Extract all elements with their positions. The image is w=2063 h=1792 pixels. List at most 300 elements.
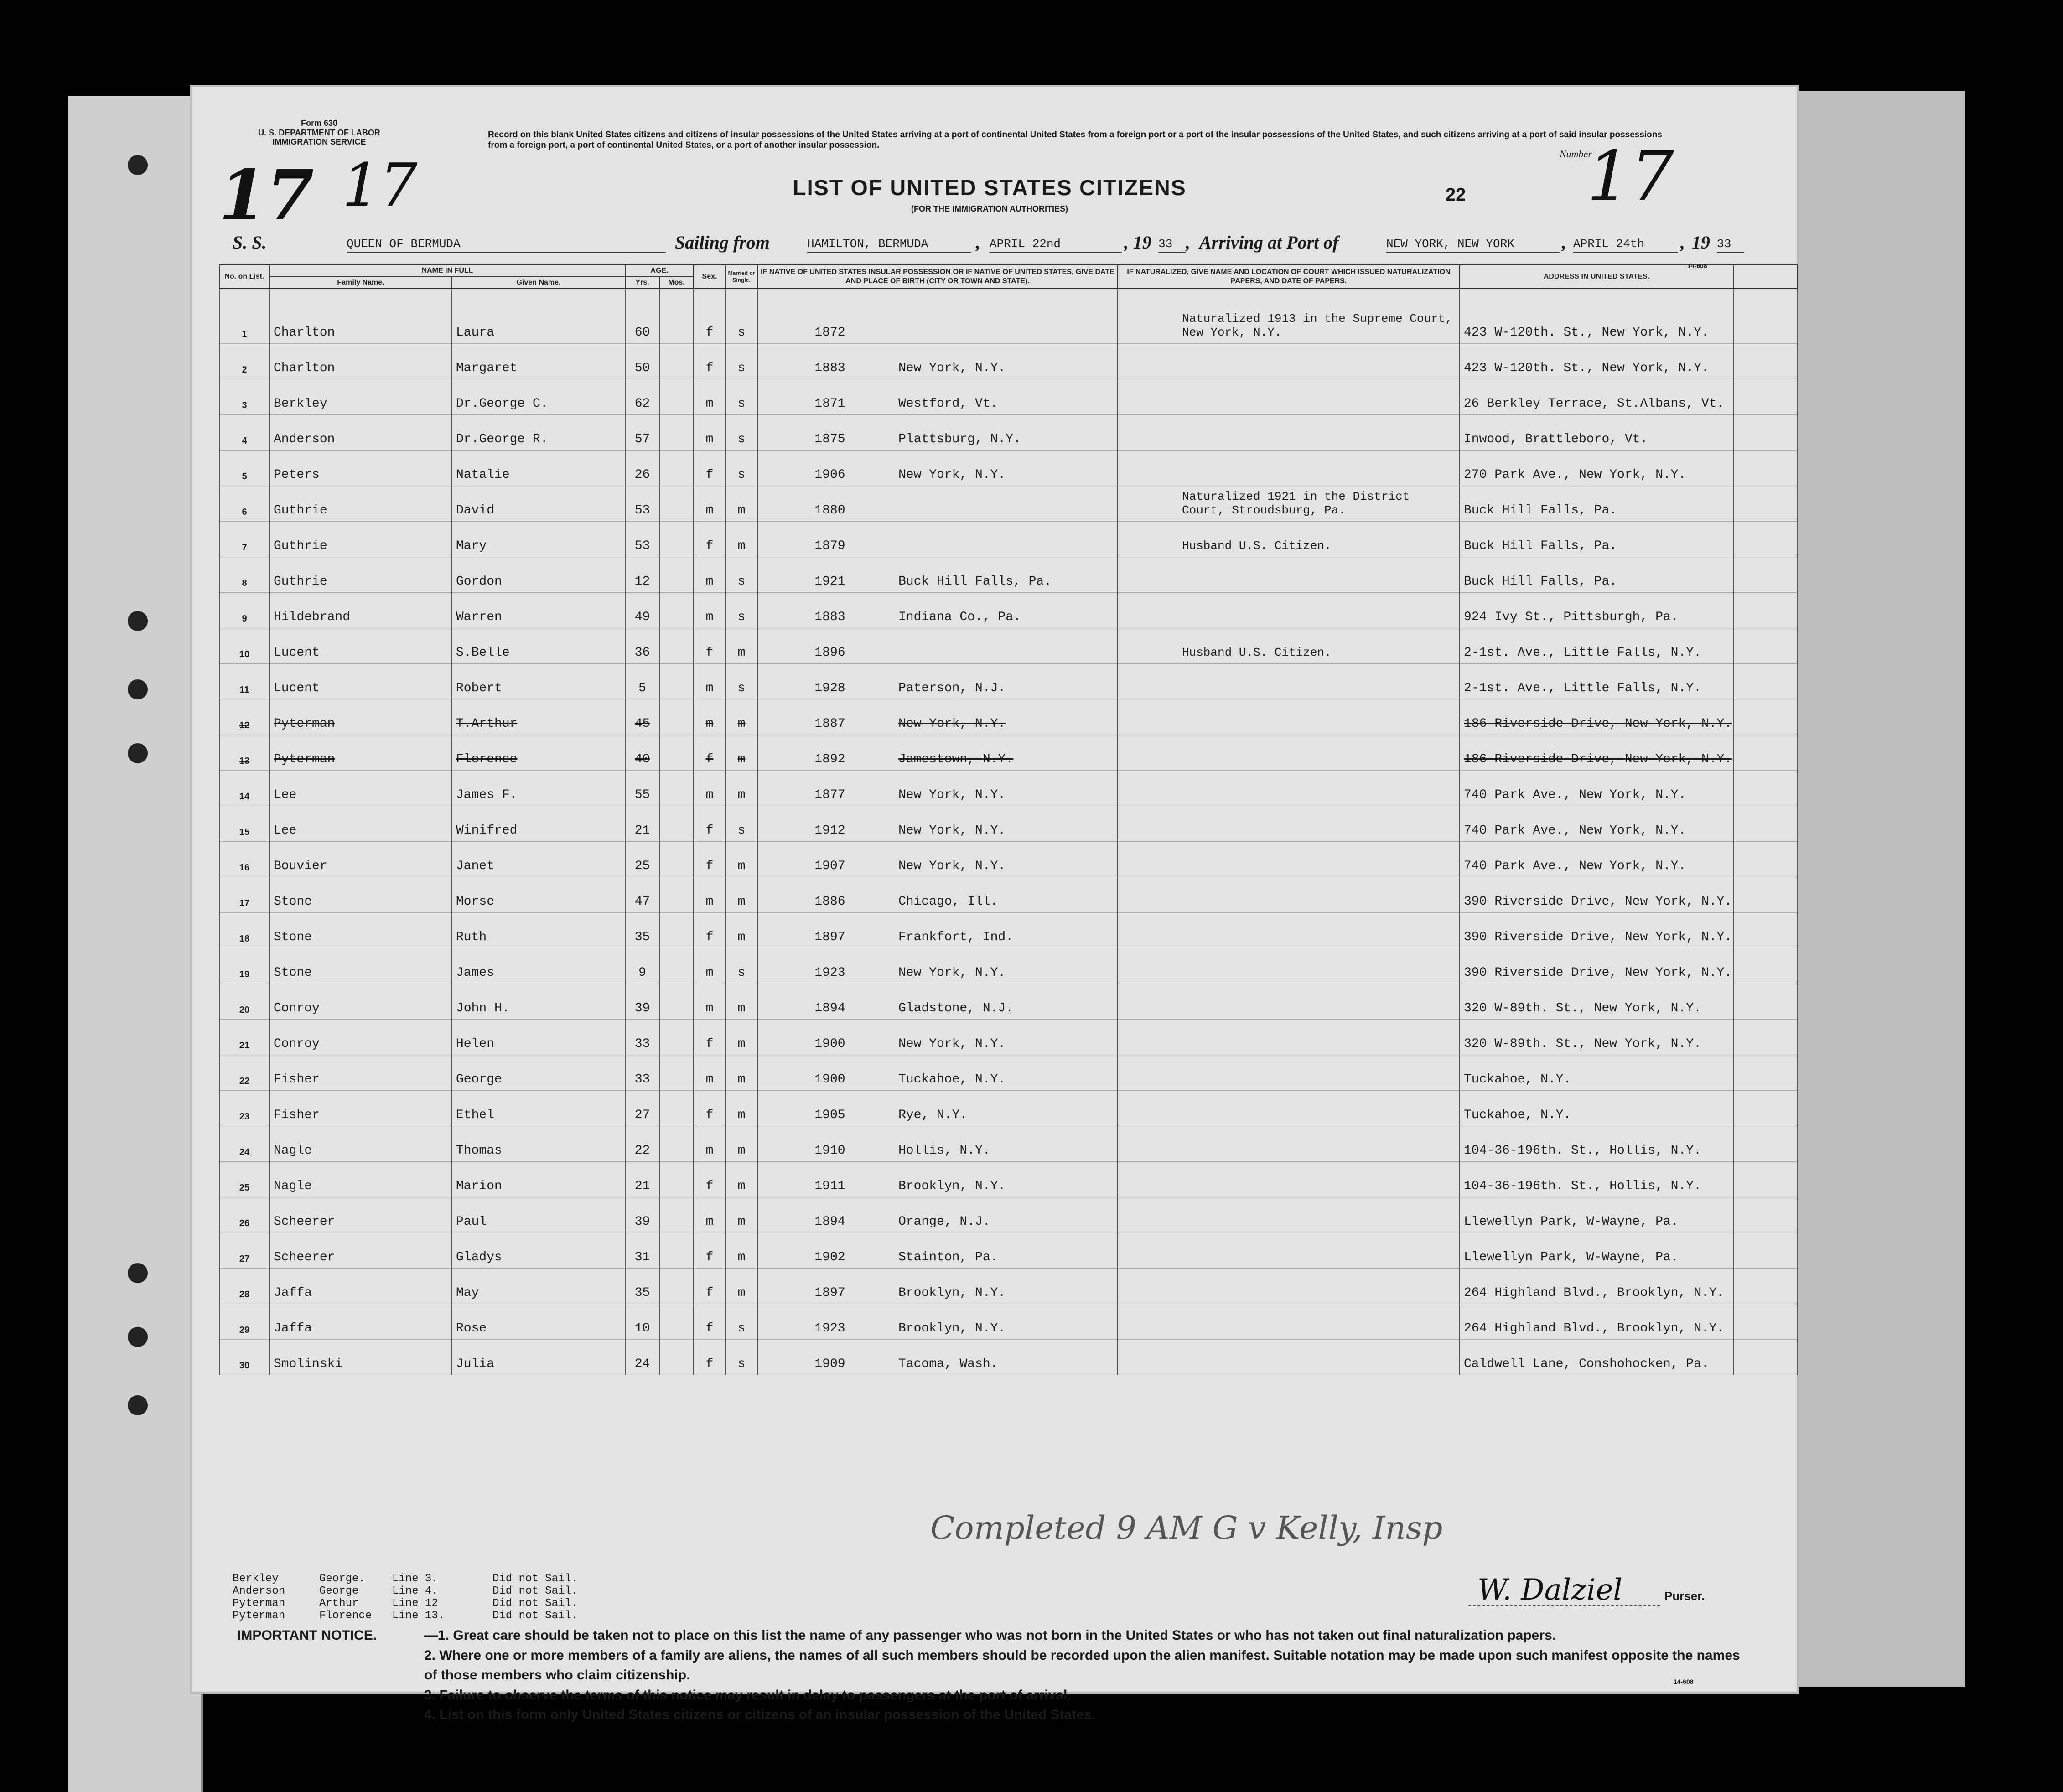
marital-status: m bbox=[726, 628, 757, 663]
col-header-age: AGE. bbox=[625, 265, 694, 277]
blank-cell bbox=[1733, 521, 1797, 557]
sex: m bbox=[694, 1126, 726, 1161]
sex: m bbox=[694, 414, 726, 450]
birth-place: Tacoma, Wash. bbox=[898, 1357, 998, 1371]
blank-cell bbox=[1733, 628, 1797, 663]
blank-cell bbox=[1733, 1339, 1797, 1375]
col-header-sex: Sex. bbox=[694, 265, 726, 289]
given-name: Dr.George C. bbox=[452, 379, 625, 414]
row-number: 14 bbox=[219, 770, 270, 806]
passenger-rows bbox=[219, 289, 1797, 1375]
age-years: 31 bbox=[625, 1233, 659, 1268]
birth-year: 1897 bbox=[814, 930, 845, 944]
naturalization bbox=[1118, 1339, 1460, 1375]
table-row bbox=[219, 984, 1797, 1019]
departure-year: 33 bbox=[1158, 237, 1186, 253]
address: 264 Highland Blvd., Brooklyn, N.Y. bbox=[1460, 1304, 1733, 1339]
age-years: 21 bbox=[625, 1161, 659, 1197]
blank-cell bbox=[1733, 948, 1797, 984]
marital-status: s bbox=[726, 450, 757, 486]
sex: f bbox=[694, 1019, 726, 1055]
blank-cell bbox=[1733, 877, 1797, 912]
birth-info bbox=[757, 1304, 1118, 1339]
completed-note: Completed 9 AM G v Kelly, Insp bbox=[930, 1509, 1443, 1547]
birth-year: 1883 bbox=[814, 361, 845, 375]
address: 2-1st. Ave., Little Falls, N.Y. bbox=[1460, 663, 1733, 699]
binder-hole bbox=[128, 1263, 148, 1283]
family-name: Lee bbox=[270, 806, 452, 841]
blank-cell bbox=[1733, 912, 1797, 948]
birth-year: 1912 bbox=[814, 823, 845, 838]
address: Inwood, Brattleboro, Vt. bbox=[1460, 414, 1733, 450]
address: 740 Park Ave., New York, N.Y. bbox=[1460, 841, 1733, 877]
birth-info bbox=[757, 735, 1118, 770]
binder-hole bbox=[128, 679, 148, 699]
notice-item bbox=[237, 1685, 1751, 1705]
family-name: Stone bbox=[270, 912, 452, 948]
blank-cell bbox=[1733, 1233, 1797, 1268]
birth-info bbox=[757, 592, 1118, 628]
address: 390 Riverside Drive, New York, N.Y. bbox=[1460, 912, 1733, 948]
departure-year-prefix: 19 bbox=[1133, 232, 1151, 253]
sex: f bbox=[694, 806, 726, 841]
table-row bbox=[219, 414, 1797, 450]
ss-label: S. S. bbox=[233, 232, 267, 253]
naturalization bbox=[1118, 343, 1460, 379]
birth-year: 1900 bbox=[814, 1036, 845, 1051]
marital-status: m bbox=[726, 912, 757, 948]
table-row bbox=[219, 770, 1797, 806]
age-months bbox=[659, 1233, 694, 1268]
birth-info bbox=[757, 379, 1118, 414]
sex: m bbox=[694, 1055, 726, 1090]
birth-place: Westford, Vt. bbox=[898, 396, 998, 411]
row-number: 8 bbox=[219, 557, 270, 592]
handwritten-page-number-left: 17 bbox=[219, 155, 314, 235]
age-years: 39 bbox=[625, 1197, 659, 1233]
address: Tuckahoe, N.Y. bbox=[1460, 1090, 1733, 1126]
family-name: Hildebrand bbox=[270, 592, 452, 628]
age-years: 45 bbox=[625, 699, 659, 735]
family-name: Pyterman bbox=[270, 735, 452, 770]
birth-place: New York, N.Y. bbox=[898, 823, 1006, 838]
naturalization bbox=[1118, 699, 1460, 735]
table-row bbox=[219, 877, 1797, 912]
notice-indent bbox=[237, 1705, 424, 1725]
record-instructions: Record on this blank United States citizens and citizens of insular possessions of the United States arriving at a port of continental United States from a foreign port or a port of the insular possessions of the United States, and such citizens arriving at a port of said insular possessions from a foreign port, a port of continental United States, or a port of another insular possession. bbox=[488, 130, 1662, 150]
notice-item-3: 3. Failure to observe the terms of this notice may result in delay to passengers at the port of arrival. bbox=[424, 1687, 1071, 1703]
age-years: 53 bbox=[625, 521, 659, 557]
blank-cell bbox=[1733, 1090, 1797, 1126]
row-number: 3 bbox=[219, 379, 270, 414]
given-name: Julia bbox=[452, 1339, 625, 1375]
row-number: 7 bbox=[219, 521, 270, 557]
given-name: Margaret bbox=[452, 343, 625, 379]
binder-hole bbox=[128, 743, 148, 763]
naturalization bbox=[1118, 806, 1460, 841]
age-years: 49 bbox=[625, 592, 659, 628]
form-code: 14-608 bbox=[1687, 262, 1707, 269]
birth-place: Rye, N.Y. bbox=[898, 1108, 968, 1122]
address: 924 Ivy St., Pittsburgh, Pa. bbox=[1460, 592, 1733, 628]
marital-status: m bbox=[726, 521, 757, 557]
blank-cell bbox=[1733, 1019, 1797, 1055]
age-months bbox=[659, 877, 694, 912]
sex: f bbox=[694, 912, 726, 948]
marital-status: s bbox=[726, 289, 757, 343]
row-number: 27 bbox=[219, 1233, 270, 1268]
naturalization bbox=[1118, 735, 1460, 770]
birth-place: Frankfort, Ind. bbox=[898, 930, 1014, 944]
birth-info bbox=[757, 1019, 1118, 1055]
birth-place: Plattsburg, N.Y. bbox=[898, 432, 1021, 446]
did-not-sail-line: Line 3. bbox=[392, 1573, 438, 1585]
birth-year: 1905 bbox=[814, 1108, 845, 1122]
family-name: Berkley bbox=[270, 379, 452, 414]
sex: m bbox=[694, 699, 726, 735]
given-name: Dr.George R. bbox=[452, 414, 625, 450]
sailing-from-label: Sailing from bbox=[675, 232, 770, 253]
arrival-year-prefix: 19 bbox=[1692, 232, 1710, 253]
naturalization bbox=[1118, 1055, 1460, 1090]
birth-year: 1902 bbox=[814, 1250, 845, 1264]
given-name: Warren bbox=[452, 592, 625, 628]
birth-place: New York, N.Y. bbox=[898, 965, 1006, 980]
given-name: Rose bbox=[452, 1304, 625, 1339]
given-name: George bbox=[452, 1055, 625, 1090]
purser-signature: W. Dalziel bbox=[1477, 1573, 1622, 1607]
age-years: 47 bbox=[625, 877, 659, 912]
binder-left-page bbox=[68, 96, 203, 1792]
marital-status: m bbox=[726, 770, 757, 806]
age-months bbox=[659, 628, 694, 663]
birth-year: 1923 bbox=[814, 965, 845, 980]
naturalization bbox=[1118, 770, 1460, 806]
naturalization bbox=[1118, 984, 1460, 1019]
naturalization: Naturalized 1921 in the District Court, Stroudsburg, Pa. bbox=[1118, 486, 1460, 521]
did-not-sail-entry bbox=[233, 1598, 780, 1610]
naturalization bbox=[1118, 912, 1460, 948]
address: 320 W-89th. St., New York, N.Y. bbox=[1460, 984, 1733, 1019]
birth-info bbox=[757, 343, 1118, 379]
age-months bbox=[659, 841, 694, 877]
blank-cell bbox=[1733, 1197, 1797, 1233]
table-row bbox=[219, 1055, 1797, 1090]
sex: m bbox=[694, 486, 726, 521]
birth-info bbox=[757, 912, 1118, 948]
sex: f bbox=[694, 1304, 726, 1339]
family-name: Stone bbox=[270, 948, 452, 984]
birth-info bbox=[757, 1055, 1118, 1090]
address: 390 Riverside Drive, New York, N.Y. bbox=[1460, 948, 1733, 984]
family-name: Guthrie bbox=[270, 521, 452, 557]
row-number: 12 bbox=[219, 699, 270, 735]
family-name: Bouvier bbox=[270, 841, 452, 877]
marital-status: m bbox=[726, 735, 757, 770]
form-number: Form 630 bbox=[301, 119, 338, 128]
naturalization bbox=[1118, 414, 1460, 450]
blank-cell bbox=[1733, 770, 1797, 806]
blank-cell bbox=[1733, 1304, 1797, 1339]
col-header-years: Yrs. bbox=[625, 277, 659, 289]
given-name: Helen bbox=[452, 1019, 625, 1055]
sex: f bbox=[694, 1233, 726, 1268]
birth-info bbox=[757, 663, 1118, 699]
naturalization bbox=[1118, 379, 1460, 414]
birth-year: 1883 bbox=[814, 610, 845, 624]
notice-indent bbox=[237, 1646, 424, 1685]
address: Tuckahoe, N.Y. bbox=[1460, 1055, 1733, 1090]
table-row bbox=[219, 841, 1797, 877]
sex: f bbox=[694, 735, 726, 770]
did-not-sail-line: Line 13. bbox=[392, 1609, 445, 1622]
family-name: Smolinski bbox=[270, 1339, 452, 1375]
family-name: Jaffa bbox=[270, 1304, 452, 1339]
age-years: 26 bbox=[625, 450, 659, 486]
birth-year: 1892 bbox=[814, 752, 845, 767]
age-months bbox=[659, 1126, 694, 1161]
table-row bbox=[219, 1304, 1797, 1339]
sex: m bbox=[694, 984, 726, 1019]
blank-cell bbox=[1733, 289, 1797, 343]
table-row bbox=[219, 1268, 1797, 1304]
naturalization bbox=[1118, 557, 1460, 592]
birth-year: 1896 bbox=[814, 645, 845, 660]
age-months bbox=[659, 1090, 694, 1126]
birth-info bbox=[757, 984, 1118, 1019]
address: Caldwell Lane, Conshohocken, Pa. bbox=[1460, 1339, 1733, 1375]
marital-status: s bbox=[726, 343, 757, 379]
page-title: LIST OF UNITED STATES CITIZENS bbox=[793, 176, 1187, 200]
birth-place: Hollis, N.Y. bbox=[898, 1143, 990, 1158]
birth-info bbox=[757, 1161, 1118, 1197]
table-row bbox=[219, 1126, 1797, 1161]
comma: , bbox=[1680, 232, 1685, 253]
marital-status: m bbox=[726, 1268, 757, 1304]
notice-item-2: 2. Where one or more members of a family are aliens, the names of all such members should be recorded upon the alien manifest. Suitable notation may be made upon such manifest opposite the names of those members who claim citizenship. bbox=[424, 1647, 1740, 1683]
family-name: Lee bbox=[270, 770, 452, 806]
sex: m bbox=[694, 877, 726, 912]
table-row bbox=[219, 735, 1797, 770]
notice-item bbox=[237, 1626, 1751, 1646]
birth-place: Chicago, Ill. bbox=[898, 894, 998, 909]
binder-hole bbox=[128, 1327, 148, 1347]
age-years: 33 bbox=[625, 1055, 659, 1090]
age-years: 40 bbox=[625, 735, 659, 770]
family-name: Lucent bbox=[270, 628, 452, 663]
given-name: James F. bbox=[452, 770, 625, 806]
given-name: David bbox=[452, 486, 625, 521]
table-row bbox=[219, 912, 1797, 948]
birth-year: 1921 bbox=[814, 574, 845, 589]
sex: m bbox=[694, 557, 726, 592]
age-years: 35 bbox=[625, 912, 659, 948]
birth-info bbox=[757, 806, 1118, 841]
family-name: Pyterman bbox=[270, 699, 452, 735]
address: 423 W-120th. St., New York, N.Y. bbox=[1460, 343, 1733, 379]
age-years: 12 bbox=[625, 557, 659, 592]
department-name: U. S. DEPARTMENT OF LABOR bbox=[258, 128, 380, 137]
did-not-sail-line: Line 12 bbox=[392, 1597, 438, 1610]
birth-info bbox=[757, 521, 1118, 557]
number-label: Number bbox=[1560, 148, 1592, 160]
naturalization bbox=[1118, 1233, 1460, 1268]
departure-port: HAMILTON, BERMUDA bbox=[807, 237, 971, 253]
given-name: Janet bbox=[452, 841, 625, 877]
age-months bbox=[659, 984, 694, 1019]
address: 264 Highland Blvd., Brooklyn, N.Y. bbox=[1460, 1268, 1733, 1304]
row-number: 4 bbox=[219, 414, 270, 450]
given-name: Natalie bbox=[452, 450, 625, 486]
family-name: Fisher bbox=[270, 1055, 452, 1090]
birth-info bbox=[757, 1126, 1118, 1161]
age-months bbox=[659, 1268, 694, 1304]
age-years: 21 bbox=[625, 806, 659, 841]
age-years: 36 bbox=[625, 628, 659, 663]
age-months bbox=[659, 1019, 694, 1055]
table-row bbox=[219, 699, 1797, 735]
birth-place: Brooklyn, N.Y. bbox=[898, 1179, 1006, 1193]
address: Buck Hill Falls, Pa. bbox=[1460, 557, 1733, 592]
table-row bbox=[219, 521, 1797, 557]
birth-year: 1900 bbox=[814, 1072, 845, 1087]
sex: m bbox=[694, 663, 726, 699]
blank-cell bbox=[1733, 1055, 1797, 1090]
age-years: 25 bbox=[625, 841, 659, 877]
address: 104-36-196th. St., Hollis, N.Y. bbox=[1460, 1161, 1733, 1197]
given-name: S.Belle bbox=[452, 628, 625, 663]
address: 320 W-89th. St., New York, N.Y. bbox=[1460, 1019, 1733, 1055]
family-name: Jaffa bbox=[270, 1268, 452, 1304]
address: 740 Park Ave., New York, N.Y. bbox=[1460, 770, 1733, 806]
col-header-family-name: Family Name. bbox=[270, 277, 452, 289]
family-name: Scheerer bbox=[270, 1197, 452, 1233]
age-years: 33 bbox=[625, 1019, 659, 1055]
did-not-sail-given: Arthur bbox=[319, 1597, 359, 1610]
address: 26 Berkley Terrace, St.Albans, Vt. bbox=[1460, 379, 1733, 414]
age-years: 57 bbox=[625, 414, 659, 450]
given-name: Gladys bbox=[452, 1233, 625, 1268]
table-row bbox=[219, 663, 1797, 699]
table-row bbox=[219, 557, 1797, 592]
age-months bbox=[659, 735, 694, 770]
col-header-naturalized: IF NATURALIZED, GIVE NAME AND LOCATION OF COURT WHICH ISSUED NATURALIZATION PAPERS, AND DATE OF PAPERS. bbox=[1118, 265, 1460, 289]
arrival-year: 33 bbox=[1717, 237, 1744, 253]
birth-year: 1880 bbox=[814, 503, 845, 518]
birth-year: 1897 bbox=[814, 1285, 845, 1300]
age-months bbox=[659, 770, 694, 806]
sex: f bbox=[694, 289, 726, 343]
marital-status: m bbox=[726, 1019, 757, 1055]
form-identifier bbox=[251, 119, 388, 147]
given-name: Morse bbox=[452, 877, 625, 912]
birth-info bbox=[757, 841, 1118, 877]
age-years: 27 bbox=[625, 1090, 659, 1126]
birth-info bbox=[757, 450, 1118, 486]
birth-info bbox=[757, 699, 1118, 735]
sex: f bbox=[694, 841, 726, 877]
binder-hole bbox=[128, 1395, 148, 1415]
birth-year: 1928 bbox=[814, 681, 845, 695]
marital-status: m bbox=[726, 841, 757, 877]
col-header-name-in-full: NAME IN FULL bbox=[270, 265, 625, 277]
row-number: 5 bbox=[219, 450, 270, 486]
arriving-label: Arriving at Port of bbox=[1199, 232, 1339, 253]
naturalization bbox=[1118, 450, 1460, 486]
blank-cell bbox=[1733, 1161, 1797, 1197]
birth-year: 1894 bbox=[814, 1214, 845, 1229]
given-name: John H. bbox=[452, 984, 625, 1019]
sex: f bbox=[694, 1161, 726, 1197]
birth-info bbox=[757, 1339, 1118, 1375]
birth-place: Jamestown, N.Y. bbox=[898, 752, 1014, 767]
age-months bbox=[659, 948, 694, 984]
did-not-sail-given: George. bbox=[319, 1573, 365, 1585]
did-not-sail-entry bbox=[233, 1610, 780, 1622]
row-number: 11 bbox=[219, 663, 270, 699]
naturalization bbox=[1118, 1019, 1460, 1055]
blank-cell bbox=[1733, 379, 1797, 414]
birth-year: 1906 bbox=[814, 467, 845, 482]
address: Llewellyn Park, W-Wayne, Pa. bbox=[1460, 1197, 1733, 1233]
notice-item bbox=[237, 1646, 1751, 1685]
binder-hole bbox=[128, 611, 148, 631]
birth-place: Buck Hill Falls, Pa. bbox=[898, 574, 1052, 589]
birth-info bbox=[757, 1268, 1118, 1304]
blank-cell bbox=[1733, 486, 1797, 521]
family-name: Conroy bbox=[270, 984, 452, 1019]
blank-cell bbox=[1733, 557, 1797, 592]
given-name: Gordon bbox=[452, 557, 625, 592]
row-number: 15 bbox=[219, 806, 270, 841]
marital-status: m bbox=[726, 877, 757, 912]
birth-place: New York, N.Y. bbox=[898, 467, 1006, 482]
table-row bbox=[219, 1233, 1797, 1268]
row-number: 18 bbox=[219, 912, 270, 948]
birth-place: New York, N.Y. bbox=[898, 859, 1006, 873]
ship-name: QUEEN OF BERMUDA bbox=[347, 237, 666, 253]
col-header-no: No. on List. bbox=[219, 265, 270, 289]
age-years: 55 bbox=[625, 770, 659, 806]
table-row bbox=[219, 1019, 1797, 1055]
sex: f bbox=[694, 1268, 726, 1304]
marital-status: s bbox=[726, 663, 757, 699]
marital-status: m bbox=[726, 1090, 757, 1126]
age-months bbox=[659, 1304, 694, 1339]
col-header-months: Mos. bbox=[659, 277, 694, 289]
table-row bbox=[219, 379, 1797, 414]
table-row bbox=[219, 1161, 1797, 1197]
important-notice bbox=[237, 1626, 1751, 1725]
naturalization bbox=[1118, 948, 1460, 984]
did-not-sail-line: Line 4. bbox=[392, 1585, 438, 1597]
age-months bbox=[659, 379, 694, 414]
binder-hole bbox=[128, 155, 148, 175]
address: 2-1st. Ave., Little Falls, N.Y. bbox=[1460, 628, 1733, 663]
row-number: 20 bbox=[219, 984, 270, 1019]
birth-info bbox=[757, 414, 1118, 450]
did-not-sail-given: Florence bbox=[319, 1609, 372, 1622]
naturalization bbox=[1118, 1161, 1460, 1197]
birth-year: 1911 bbox=[814, 1179, 845, 1193]
sex: m bbox=[694, 770, 726, 806]
marital-status: m bbox=[726, 1055, 757, 1090]
col-header-birth: IF NATIVE OF UNITED STATES INSULAR POSSESSION OR IF NATIVE OF UNITED STATES, GIVE DATE AND PLACE OF BIRTH (CITY OR TOWN AND STATE). bbox=[757, 265, 1118, 289]
did-not-sail-status: Did not Sail. bbox=[492, 1573, 578, 1585]
birth-year: 1871 bbox=[814, 396, 845, 411]
row-number: 22 bbox=[219, 1055, 270, 1090]
given-name: Ethel bbox=[452, 1090, 625, 1126]
